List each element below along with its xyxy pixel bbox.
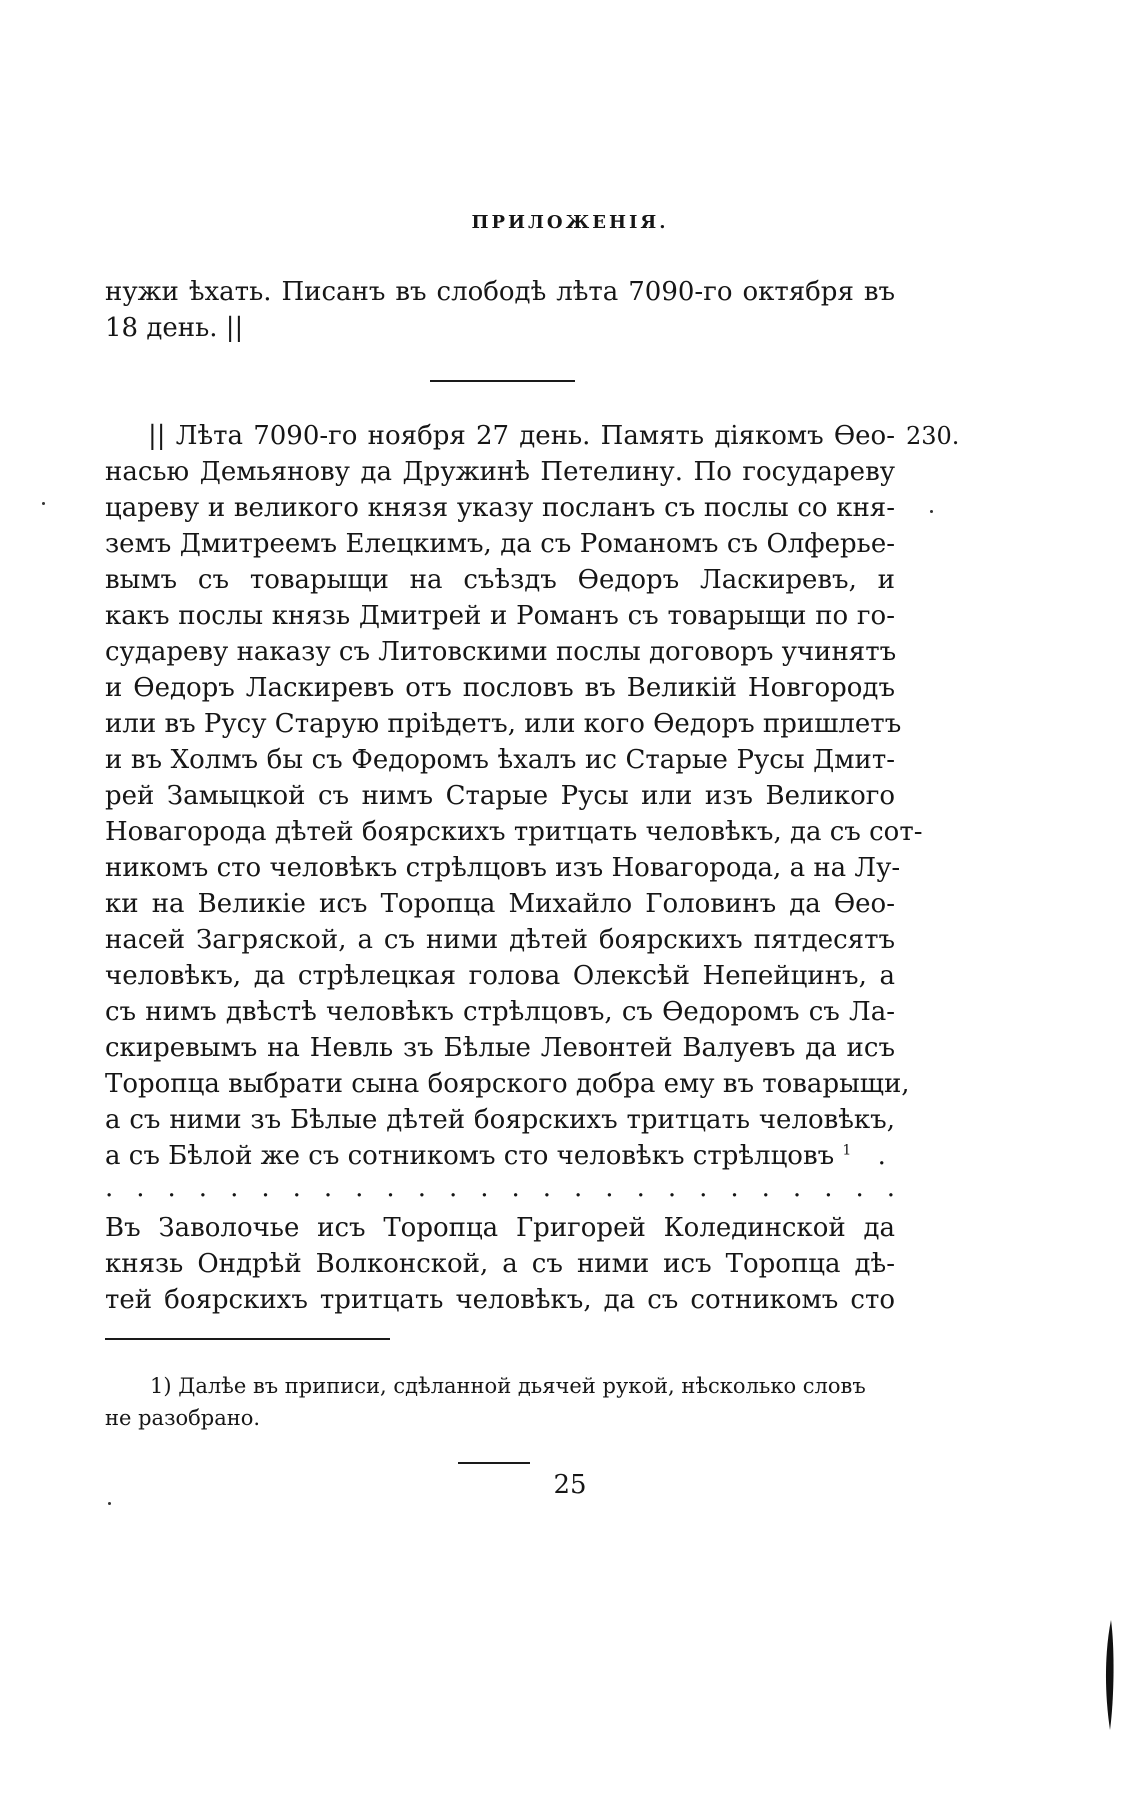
body-line-17: съ нимъ двѣстѣ человѣкъ стрѣлцовъ, съ Ѳедоромъ съ Ла- <box>105 997 895 1027</box>
body-line-9: или въ Русу Старую пріѣдетъ, или кого Ѳедоръ пришлетъ <box>105 709 902 739</box>
body-line-6: какъ послы князь Дмитрей и Романъ съ товарыщи по го- <box>105 601 895 631</box>
intro-line-1: нужи ѣхать. Писанъ въ слободѣ лѣта 7090-го октября въ <box>105 277 895 307</box>
footnote-text-1: Далѣе въ приписи, сдѣланной дьячей рукой, нѣсколько словъ <box>178 1374 866 1398</box>
body-line-1: || Лѣта 7090-го ноября 27 день. Память діякомъ Ѳео- <box>148 421 895 451</box>
scan-speck <box>930 510 933 513</box>
body-line-19: Торопца выбрати сына боярского добра ему въ товарыщи, <box>105 1069 910 1099</box>
body-line-21 <box>105 1138 895 1174</box>
body-line-2: насью Демьянову да Дружинѣ Петелину. По государеву <box>105 457 895 487</box>
trailing-dot: . <box>877 1141 886 1171</box>
running-header: ПРИЛОЖЕНІЯ. <box>471 212 669 233</box>
body-line-11: рей Замыцкой съ нимъ Старые Русы или изъ Великого <box>105 781 895 811</box>
after-line-2: князь Ондрѣй Волконской, а съ ними исъ Торопца дѣ- <box>105 1249 895 1279</box>
section-divider <box>430 380 575 382</box>
scan-speck <box>108 1502 111 1505</box>
footnote-line-2: не разобрано. <box>105 1406 261 1430</box>
margin-page-number: 230. <box>906 422 960 450</box>
body-line-4: земъ Дмитреемъ Елецкимъ, да съ Романомъ съ Олферье- <box>105 529 895 559</box>
page-number-rule <box>458 1462 530 1464</box>
intro-line-2: 18 день. || <box>105 313 244 343</box>
body-line-13: никомъ сто человѣкъ стрѣлцовъ изъ Новагорода, а на Лу- <box>105 853 901 883</box>
footnote-rule <box>105 1338 390 1340</box>
body-line-8: и Ѳедоръ Ласкиревъ отъ пословъ въ Великій Новгородъ <box>105 673 895 703</box>
body-line-10: и въ Холмъ бы съ Федоромъ ѣхалъ ис Старые Русы Дмит- <box>105 745 895 775</box>
body-line-21-text: а съ Бѣлой же съ сотникомъ сто человѣкъ стрѣлцовъ <box>105 1141 835 1171</box>
body-line-3: цареву и великого князя указу посланъ съ послы со кня- <box>105 493 895 523</box>
footnote-reference: 1 <box>842 1142 852 1159</box>
body-line-5: вымъ съ товарыщи на съѣздъ Ѳедоръ Ласкиревъ, и <box>105 565 895 595</box>
body-line-7: судареву наказу съ Литовскими послы договоръ учинятъ <box>105 637 897 667</box>
scan-speck <box>42 502 45 505</box>
body-line-18: скиревымъ на Невль зъ Бѣлые Левонтей Валуевъ да исъ <box>105 1033 895 1063</box>
page-number: 25 <box>553 1470 587 1500</box>
footnote-line-1 <box>150 1370 895 1402</box>
body-line-16: человѣкъ, да стрѣлецкая голова Олексѣй Непейцинъ, а <box>105 961 895 991</box>
page-edge-mark <box>1102 1620 1116 1730</box>
body-line-15: насей Загряской, а съ ними дѣтей боярскихъ пятдесятъ <box>105 925 895 955</box>
body-line-20: а съ ними зъ Бѣлые дѣтей боярскихъ тритцать человѣкъ, <box>105 1105 895 1135</box>
footnote-mark: 1) <box>150 1374 172 1398</box>
after-line-1: Въ Заволочье исъ Торопца Григорей Колединской да <box>105 1213 895 1243</box>
omission-dots: . . . . . . . . . . . . . . . . . . . . . . . . . . <box>105 1173 895 1203</box>
body-line-14: ки на Великіе исъ Торопца Михайло Головинъ да Ѳео- <box>105 889 895 919</box>
body-line-12: Новагорода дѣтей боярскихъ тритцать человѣкъ, да съ сот- <box>105 817 923 847</box>
after-line-3: тей боярскихъ тритцать человѣкъ, да съ сотникомъ сто <box>105 1285 895 1315</box>
